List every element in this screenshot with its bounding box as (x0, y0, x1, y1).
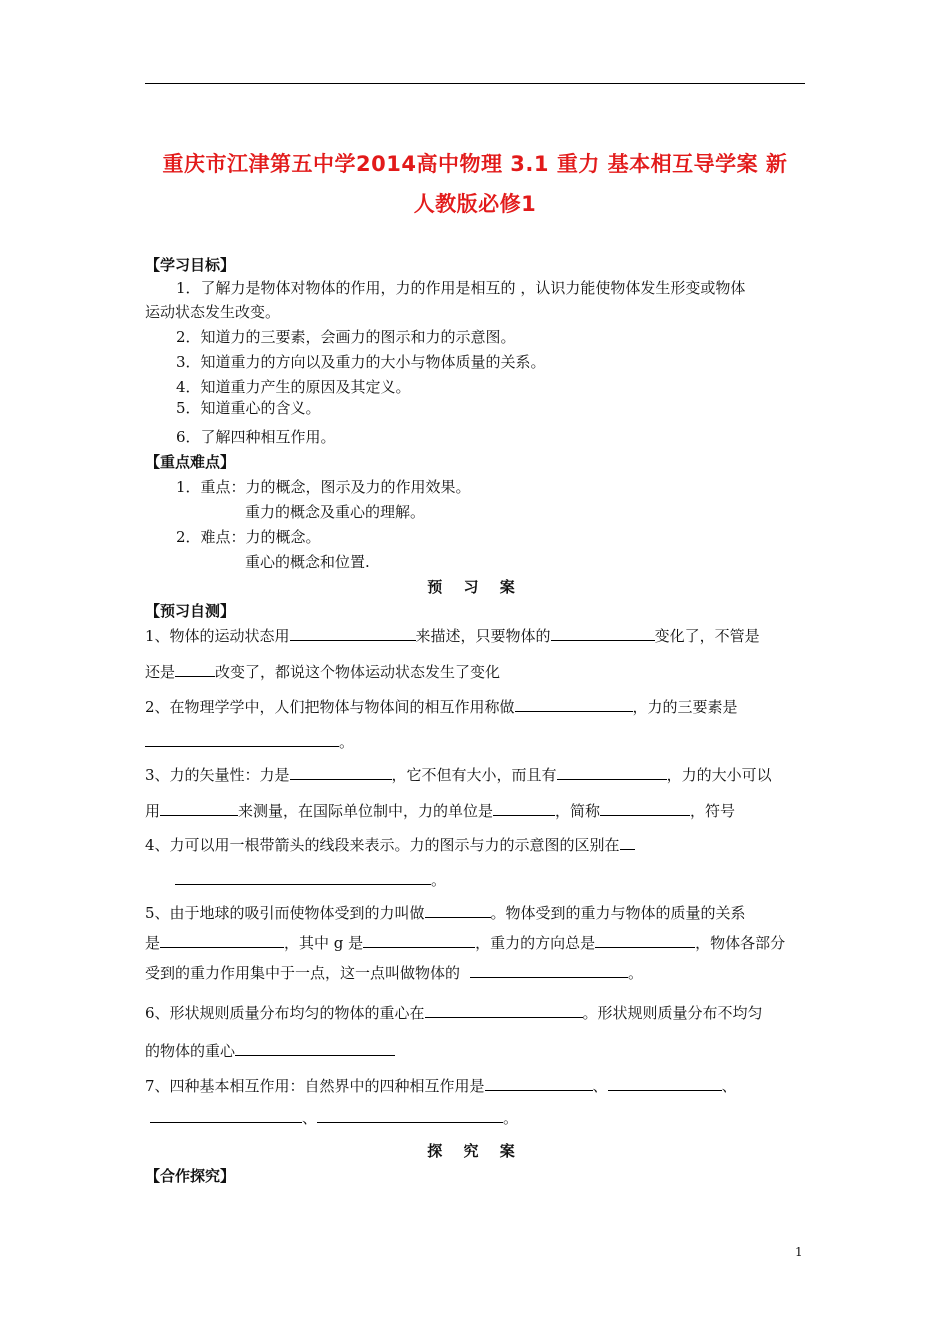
answer-blank[interactable] (235, 1041, 395, 1056)
answer-blank[interactable] (551, 626, 655, 641)
question-3-line1: 3、力的矢量性：力是 ，它不但有大小，而且有 ，力的大小可以 (145, 766, 772, 784)
objectives-heading: 【学习目标】 (145, 256, 236, 274)
keypoint-2: 2．难点：力的概念。 (176, 528, 321, 546)
question-7-line2: 、 。 (150, 1108, 518, 1128)
keypoint-1: 1．重点：力的概念，图示及力的作用效果。 (176, 478, 471, 496)
answer-blank[interactable] (363, 933, 475, 948)
question-2-line1: 2、在物理学学中，人们把物体与物体间的相互作用称做 ，力的三要素是 (145, 698, 738, 716)
question-4-line2: 。 (175, 870, 446, 890)
explore-section-title: 探 究 案 (427, 1142, 523, 1160)
question-5-line3: 受到的重力作用集中于一点，这一点叫做物体的 。 (145, 964, 644, 982)
document-title-line1: 重庆市江津第五中学2014高中物理 3.1 重力 基本相互导学案 新 (162, 152, 788, 176)
answer-blank[interactable] (175, 870, 431, 885)
keypoint-1-cont: 重力的概念及重心的理解。 (245, 503, 426, 521)
document-title-line2: 人教版必修1 (413, 192, 537, 216)
question-1-line1: 1、物体的运动状态用 来描述，只要物体的 变化了，不管是 (145, 627, 760, 645)
question-5-line1: 5、由于地球的吸引而使物体受到的力叫做 。物体受到的重力与物体的质量的关系 (145, 904, 746, 922)
question-2-line2: 。 (145, 732, 354, 752)
answer-blank[interactable] (493, 801, 555, 816)
answer-blank[interactable] (608, 1076, 722, 1091)
answer-blank[interactable] (425, 1003, 583, 1018)
explore-heading: 【合作探究】 (145, 1167, 236, 1185)
answer-blank[interactable] (470, 963, 628, 978)
answer-blank[interactable] (150, 1108, 302, 1123)
question-7-line1: 7、四种基本相互作用：自然界中的四种相互作用是 、 、 (145, 1077, 737, 1095)
question-3-line2: 用 来测量，在国际单位制中，力的单位是 ，简称 ，符号 (145, 802, 736, 820)
question-6-line1: 6、形状规则质量分布均匀的物体的重心在 。形状规则质量分布不均匀 (145, 1004, 763, 1022)
answer-blank[interactable] (600, 801, 690, 816)
answer-blank[interactable] (175, 662, 215, 677)
answer-blank[interactable] (160, 933, 284, 948)
objective-4: 4．知道重力产生的原因及其定义。 (176, 378, 411, 396)
answer-blank[interactable] (290, 626, 416, 641)
answer-blank[interactable] (290, 765, 392, 780)
preview-heading: 【预习自测】 (145, 602, 236, 620)
preview-section-title: 预 习 案 (427, 578, 523, 596)
objective-1-cont: 运动状态发生改变。 (145, 303, 281, 321)
answer-blank[interactable] (160, 801, 238, 816)
keypoint-2-cont: 重心的概念和位置. (245, 553, 370, 571)
objective-2: 2．知道力的三要素，会画力的图示和力的示意图。 (176, 328, 516, 346)
objective-5: 5．知道重心的含义。 (176, 399, 321, 417)
question-1-line2: 还是 改变了，都说这个物体运动状态发生了变化 (145, 663, 501, 681)
objective-6: 6．了解四种相互作用。 (176, 428, 336, 446)
question-5-line2: 是 ，其中 g 是 ，重力的方向总是 ，物体各部分 (145, 934, 786, 952)
answer-blank[interactable] (557, 765, 667, 780)
page-number: 1 (795, 1245, 803, 1259)
answer-blank[interactable] (425, 903, 491, 918)
answer-blank[interactable] (595, 933, 695, 948)
answer-blank[interactable] (145, 732, 339, 747)
answer-blank[interactable] (317, 1108, 503, 1123)
answer-blank[interactable] (485, 1076, 593, 1091)
question-4-line1: 4、力可以用一根带箭头的线段来表示。力的图示与力的示意图的区别在 (145, 835, 635, 855)
answer-blank[interactable] (515, 697, 633, 712)
objective-3: 3．知道重力的方向以及重力的大小与物体质量的关系。 (176, 353, 546, 371)
question-6-line2: 的物体的重心 (145, 1041, 395, 1061)
header-rule (145, 83, 805, 84)
keypoints-heading: 【重点难点】 (145, 453, 236, 471)
objective-1: 1．了解力是物体对物体的作用，力的作用是相互的 ，认识力能使物体发生形变或物体 (176, 279, 746, 297)
answer-blank[interactable] (620, 835, 635, 850)
